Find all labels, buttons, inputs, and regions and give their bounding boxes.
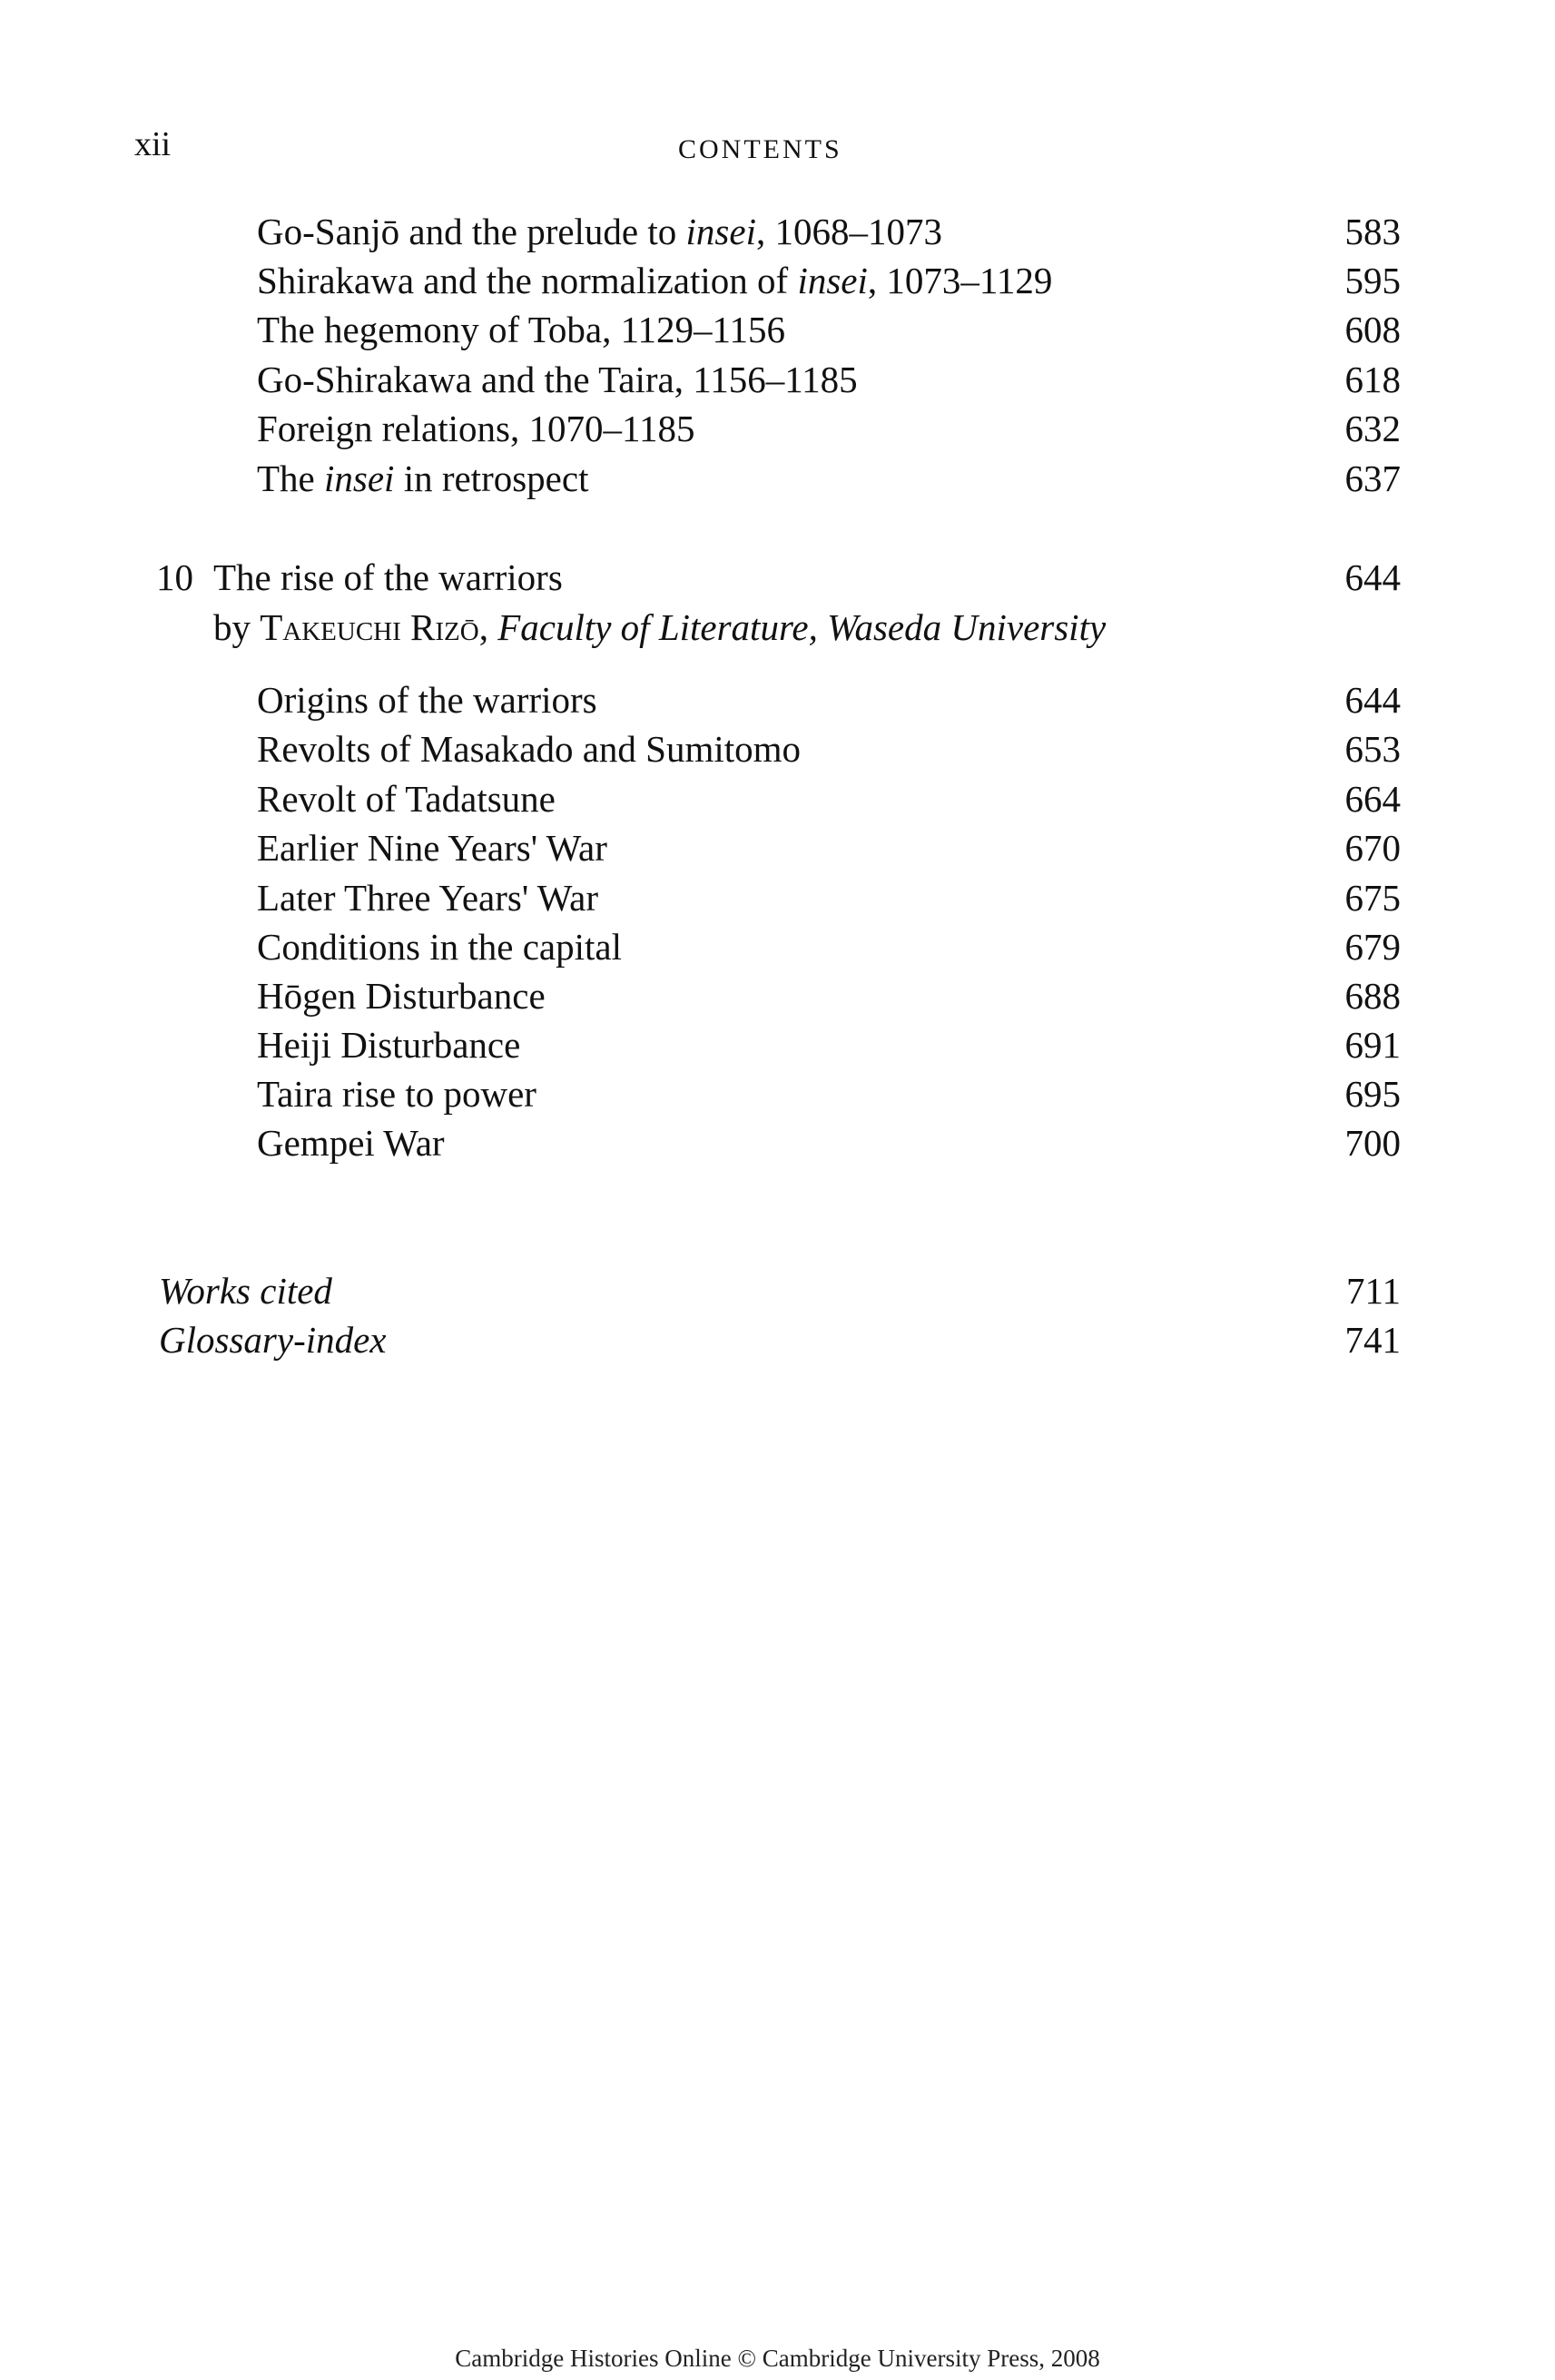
toc-entry-page: 608	[1344, 309, 1401, 350]
page-number: xii	[134, 125, 172, 163]
toc-entry-page: 741	[1344, 1319, 1401, 1361]
toc-entry-title: Shirakawa and the normalization of insei, 1073–1129	[257, 260, 1053, 301]
toc-entry-title: Go-Shirakawa and the Taira, 1156–1185	[257, 359, 858, 400]
toc-entry	[0, 258, 1555, 303]
toc-entry-glossary-index	[0, 1317, 1555, 1362]
toc-entry-title: Heiji Disturbance	[257, 1024, 521, 1066]
toc-entry	[0, 973, 1555, 1018]
toc-entry	[0, 776, 1555, 821]
toc-entry-page: 595	[1344, 260, 1401, 301]
toc-entry-page: 644	[1344, 679, 1401, 721]
toc-entry	[0, 924, 1555, 969]
chapter-heading	[0, 555, 1555, 600]
chapter-page: 644	[1344, 556, 1401, 598]
chapter-number: 10	[156, 556, 193, 598]
toc-entry	[0, 1071, 1555, 1116]
toc-entry-title: Revolt of Tadatsune	[257, 778, 556, 820]
toc-entry-page: 653	[1344, 728, 1401, 770]
toc-entry-title: Origins of the warriors	[257, 679, 597, 721]
toc-entry-title: Taira rise to power	[257, 1073, 536, 1115]
toc-entry-title: Later Three Years' War	[257, 877, 598, 919]
chapter-title: The rise of the warriors	[213, 556, 563, 598]
toc-entry-title: Hōgen Disturbance	[257, 975, 546, 1017]
toc-entry-page: 691	[1344, 1024, 1401, 1066]
chapter-byline: by Takeuchi Rizō, Faculty of Literature, Waseda University	[213, 606, 1107, 648]
toc-entry-title: Foreign relations, 1070–1185	[257, 408, 695, 449]
toc-entry-title: Glossary-index	[159, 1319, 387, 1361]
author-affiliation: Faculty of Literature, Waseda University	[497, 606, 1107, 648]
toc-entry-page: 632	[1344, 408, 1401, 449]
author-name: Takeuchi Rizō	[260, 606, 479, 648]
toc-entry-title: Go-Sanjō and the prelude to insei, 1068–1073	[257, 211, 942, 252]
toc-entry	[0, 357, 1555, 402]
toc-entry	[0, 209, 1555, 254]
toc-entry-page: 679	[1344, 926, 1401, 968]
toc-entry	[0, 307, 1555, 352]
toc-entry-page: 670	[1344, 827, 1401, 869]
toc-entry	[0, 726, 1555, 772]
toc-entry-page: 583	[1344, 211, 1401, 252]
toc-entry-title: Conditions in the capital	[257, 926, 622, 968]
toc-entry-page: 618	[1344, 359, 1401, 400]
toc-entry-title: Revolts of Masakado and Sumitomo	[257, 728, 802, 770]
toc-entry-title: Earlier Nine Years' War	[257, 827, 607, 869]
toc-entry-page: 637	[1344, 457, 1401, 499]
toc-entry-page: 675	[1344, 877, 1401, 919]
toc-entry-title: The insei in retrospect	[257, 457, 589, 499]
running-head: CONTENTS	[678, 134, 842, 164]
copyright-footer: Cambridge Histories Online © Cambridge University Press, 2008	[455, 2345, 1100, 2372]
toc-entry	[0, 875, 1555, 920]
toc-entry-page: 664	[1344, 778, 1401, 820]
toc-entry	[0, 1120, 1555, 1165]
toc-entry	[0, 406, 1555, 451]
toc-entry	[0, 677, 1555, 723]
toc-entry	[0, 1022, 1555, 1067]
toc-entry-page: 700	[1344, 1122, 1401, 1164]
toc-entry-title: Works cited	[159, 1270, 332, 1312]
toc-entry-title: Gempei War	[257, 1122, 445, 1164]
toc-entry-works-cited	[0, 1268, 1555, 1313]
toc-entry	[0, 456, 1555, 501]
toc-entry-page: 688	[1344, 975, 1401, 1017]
toc-entry-title: The hegemony of Toba, 1129–1156	[257, 309, 786, 350]
toc-entry-page: 695	[1344, 1073, 1401, 1115]
toc-entry	[0, 825, 1555, 870]
toc-entry-page: 711	[1346, 1270, 1401, 1312]
